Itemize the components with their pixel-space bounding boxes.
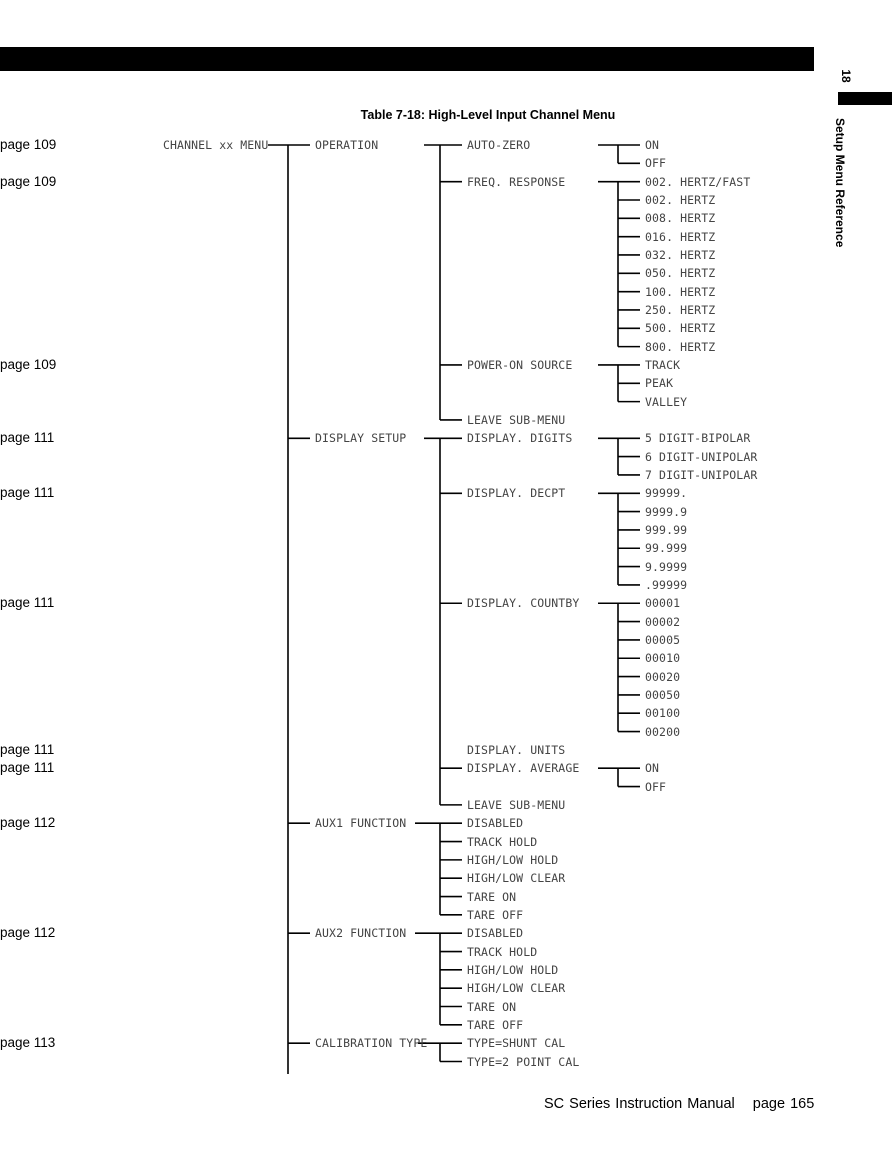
- page-reference: page 109: [0, 173, 57, 189]
- option-label: 7 DIGIT-UNIPOLAR: [645, 467, 758, 482]
- manual-title: SC Series Instruction Manual: [544, 1096, 735, 1112]
- chapter-number: 18: [839, 69, 853, 83]
- option-label: OFF: [645, 779, 667, 794]
- menu-item-label: DISPLAY. AVERAGE: [467, 761, 580, 776]
- page-reference: page 109: [0, 137, 57, 152]
- menu-item-label: TARE ON: [467, 889, 517, 904]
- page-reference: page 111: [0, 595, 55, 611]
- submenu-label: AUX1 FUNCTION: [315, 816, 407, 831]
- option-label: 5 DIGIT-BIPOLAR: [645, 431, 751, 446]
- menu-item-label: TYPE=2 POINT CAL: [467, 1054, 580, 1069]
- menu-item-label: TARE ON: [467, 999, 517, 1014]
- option-label: PEAK: [645, 376, 674, 391]
- option-label: 00001: [645, 596, 681, 611]
- menu-item-label: TRACK HOLD: [467, 834, 538, 849]
- submenu-label: CALIBRATION TYPE: [315, 1036, 428, 1051]
- menu-item-label: HIGH/LOW HOLD: [467, 962, 559, 977]
- option-label: 6 DIGIT-UNIPOLAR: [645, 449, 758, 464]
- page-reference: page 111: [0, 741, 55, 757]
- submenu-label: DISPLAY SETUP: [315, 431, 407, 446]
- submenu-label: OPERATION: [315, 138, 379, 152]
- page-reference: page 109: [0, 356, 57, 372]
- menu-item-label: DISPLAY. UNITS: [467, 742, 566, 757]
- option-label: 00005: [645, 632, 681, 647]
- option-label: OFF: [645, 156, 667, 171]
- option-label: TRACK: [645, 357, 681, 372]
- option-label: 00010: [645, 651, 681, 666]
- option-label: ON: [645, 761, 660, 776]
- submenu-label: AUX2 FUNCTION: [315, 926, 407, 941]
- option-label: 00020: [645, 669, 681, 684]
- option-label: 00050: [645, 687, 681, 702]
- option-label: 002. HERTZ/FAST: [645, 174, 751, 189]
- option-label: 008. HERTZ: [645, 211, 716, 226]
- menu-item-label: HIGH/LOW CLEAR: [467, 981, 566, 996]
- menu-item-label: HIGH/LOW CLEAR: [467, 871, 566, 886]
- page-reference: page 111: [0, 485, 55, 501]
- table-caption: Table 7-18: High-Level Input Channel Menu: [360, 108, 616, 122]
- menu-item-label: LEAVE SUB-MENU: [467, 797, 566, 812]
- page-footer: [544, 1096, 814, 1112]
- menu-item-label: DISABLED: [467, 816, 524, 831]
- page-reference: page 111: [0, 430, 55, 446]
- page-reference: page 112: [0, 925, 56, 941]
- menu-item-label: TARE OFF: [467, 1017, 524, 1032]
- option-label: 99.999: [645, 541, 688, 556]
- menu-item-label: LEAVE SUB-MENU: [467, 412, 566, 427]
- menu-item-label: TYPE=SHUNT CAL: [467, 1036, 566, 1051]
- page-reference: page 111: [0, 760, 55, 776]
- menu-item-label: AUTO-ZERO: [467, 138, 531, 152]
- option-label: 800. HERTZ: [645, 339, 716, 354]
- option-label: 00100: [645, 706, 681, 721]
- option-label: 016. HERTZ: [645, 229, 716, 244]
- option-label: 99999.: [645, 486, 688, 501]
- page-number: page 165: [752, 1096, 815, 1112]
- menu-item-label: FREQ. RESPONSE: [467, 174, 566, 189]
- option-label: 00200: [645, 724, 681, 739]
- option-label: 999.99: [645, 522, 688, 537]
- option-label: 9999.9: [645, 504, 688, 519]
- page-reference: page 113: [0, 1035, 56, 1051]
- menu-item-label: HIGH/LOW HOLD: [467, 852, 559, 867]
- option-label: ON: [645, 138, 660, 152]
- menu-item-label: DISPLAY. DECPT: [467, 486, 566, 501]
- option-label: 002. HERTZ: [645, 192, 716, 207]
- chapter-title: Setup Menu Reference: [833, 118, 847, 248]
- menu-item-label: TARE OFF: [467, 907, 524, 922]
- root-menu-label: CHANNEL xx MENU: [163, 138, 269, 152]
- option-label: .99999: [645, 577, 688, 592]
- option-label: 050. HERTZ: [645, 266, 716, 281]
- menu-item-label: DISABLED: [467, 926, 524, 941]
- option-label: 00002: [645, 614, 681, 629]
- menu-item-label: DISPLAY. DIGITS: [467, 431, 573, 446]
- option-label: 500. HERTZ: [645, 321, 716, 336]
- option-label: 250. HERTZ: [645, 302, 716, 317]
- option-label: 9.9999: [645, 559, 688, 574]
- option-label: 032. HERTZ: [645, 247, 716, 262]
- page-reference: page 112: [0, 815, 56, 831]
- menu-item-label: DISPLAY. COUNTBY: [467, 596, 580, 611]
- menu-item-label: TRACK HOLD: [467, 944, 538, 959]
- option-label: 100. HERTZ: [645, 284, 716, 299]
- menu-item-label: POWER-ON SOURCE: [467, 357, 573, 372]
- option-label: VALLEY: [645, 394, 688, 409]
